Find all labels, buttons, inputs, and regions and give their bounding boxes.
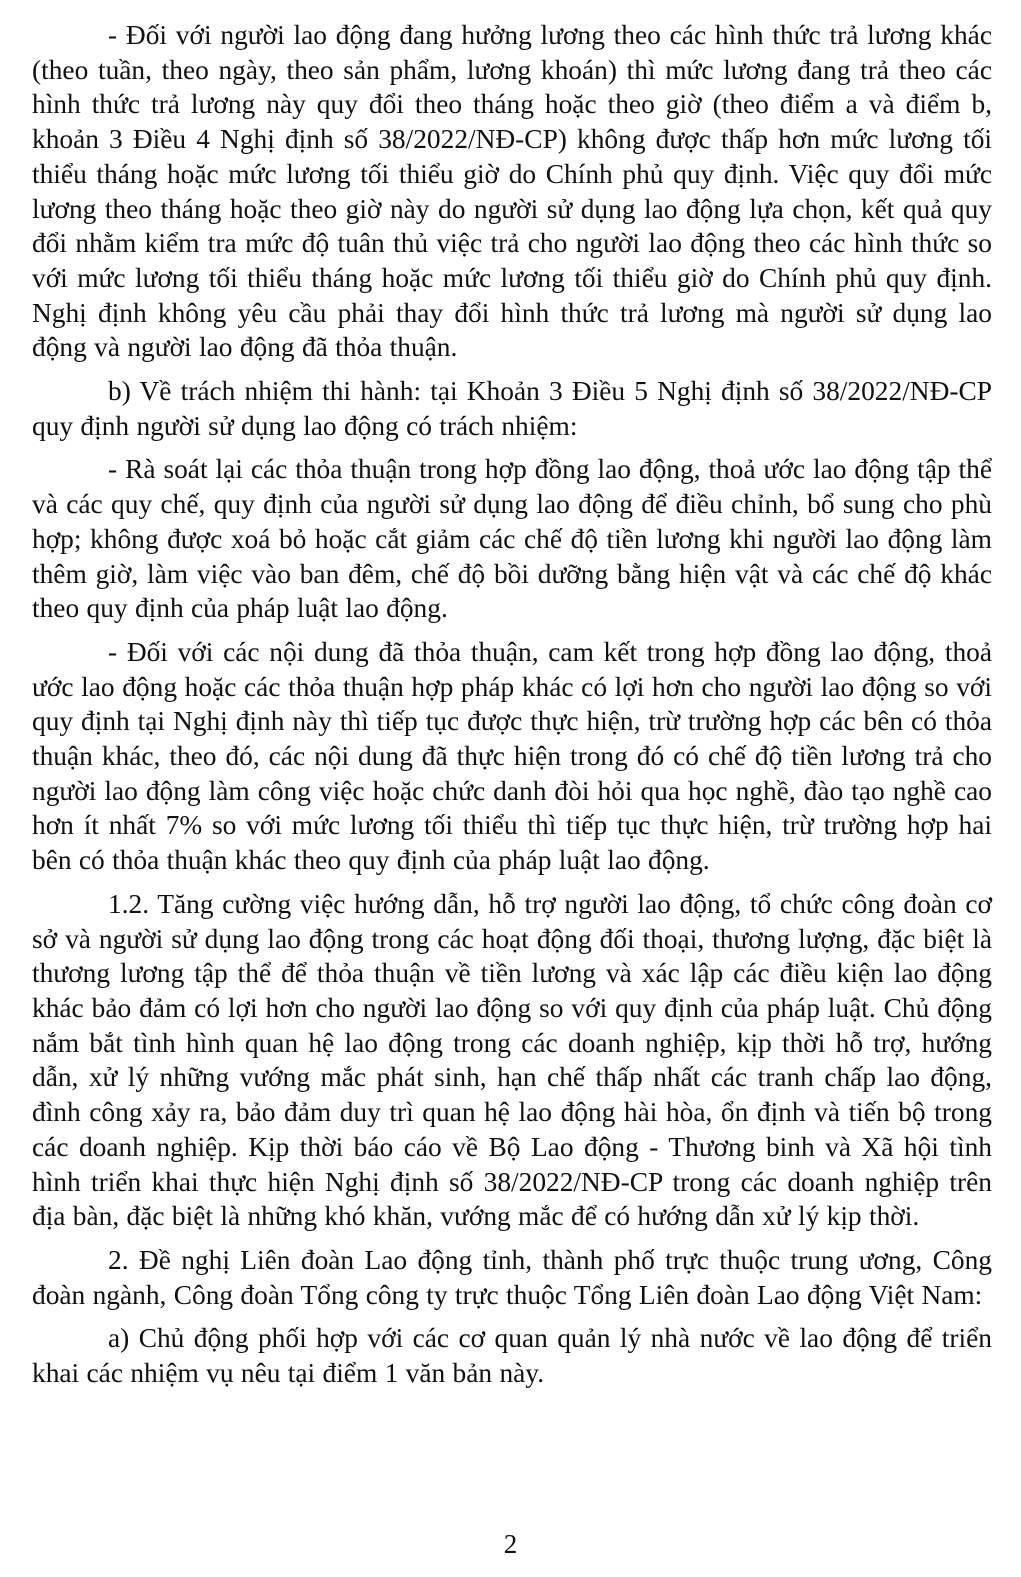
paragraph-piecework-wage: - Đối với người lao động đang hưởng lương theo các hình thức trả lương khác (theo tuần, theo ngày, theo sản phẩm, lương khoán) thì mức lương đang trả theo các hình thức trả lương này quy đổi theo tháng hoặc theo giờ (theo điểm a và điểm b, khoản 3 Điều 4 Nghị định số 38/2022/NĐ-CP) không được thấp hơn mức lương tối thiểu tháng hoặc mức lương tối thiểu giờ do Chính phủ quy định. Việc quy đổi mức lương theo tháng hoặc theo giờ này do người sử dụng lao động lựa chọn, kết quả quy đổi nhằm kiểm tra mức độ tuân thủ việc trả cho người lao động theo các hình thức so với mức lương tối thiểu tháng hoặc mức lương tối thiểu giờ do Chính phủ quy định. Nghị định không yêu cầu phải thay đổi hình thức trả lương mà người sử dụng lao động và người lao động đã thỏa thuận.: [32, 20, 992, 363]
paragraph-responsibility-intro: b) Về trách nhiệm thi hành: tại Khoản 3 Điều 5 Nghị định số 38/2022/NĐ-CP quy định người sử dụng lao động có trách nhiệm:: [32, 376, 992, 441]
paragraph-section-2: 2. Đề nghị Liên đoàn Lao động tỉnh, thành phố trực thuộc trung ương, Công đoàn ngành, Công đoàn Tổng công ty trực thuộc Tổng Liên đoàn Lao động Việt Nam:: [32, 1244, 992, 1310]
paragraph-section-1-2: 1.2. Tăng cường việc hướng dẫn, hỗ trợ người lao động, tổ chức công đoàn cơ sở và người sử dụng lao động trong các hoạt động đối thoại, thương lượng, đặc biệt là thương lương tập thể để thỏa thuận về tiền lương và xác lập các điều kiện lao động khác bảo đảm có lợi hơn cho người lao động so với quy định của pháp luật. Chủ động nắm bắt tình hình quan hệ lao động trong các doanh nghiệp, kịp thời hỗ trợ, hướng dẫn, xử lý những vướng mắc phát sinh, hạn chế thấp nhất các tranh chấp lao động, đình công xảy ra, bảo đảm duy trì quan hệ lao động hài hòa, ổn định và tiến bộ trong các doanh nghiệp. Kịp thời báo cáo về Bộ Lao động - Thương binh và Xã hội tình hình triển khai thực hiện Nghị định số 38/2022/NĐ-CP trong các doanh nghiệp trên địa bàn, đặc biệt là những khó khăn, vướng mắc để có hướng dẫn xử lý kịp thời.: [32, 888, 992, 1232]
document-body: [32, 18, 992, 1391]
paragraph-section-2a: a) Chủ động phối hợp với các cơ quan quản lý nhà nước về lao động để triển khai các nhiệm vụ nêu tại điểm 1 văn bản này.: [32, 1323, 992, 1389]
paragraph-review-agreements: - Rà soát lại các thỏa thuận trong hợp đồng lao động, thoả ước lao động tập thể và các quy chế, quy định của người sử dụng lao động để điều chỉnh, bổ sung cho phù hợp; không được xoá bỏ hoặc cắt giảm các chế độ tiền lương khi người lao động làm thêm giờ, làm việc vào ban đêm, chế độ bồi dưỡng bằng hiện vật và các chế độ khác theo quy định của pháp luật lao động.: [32, 454, 992, 624]
paragraph-favorable-terms: - Đối với các nội dung đã thỏa thuận, cam kết trong hợp đồng lao động, thoả ước lao động hoặc các thỏa thuận hợp pháp khác có lợi hơn cho người lao động so với quy định tại Nghị định này thì tiếp tục được thực hiện, trừ trường hợp các bên có thỏa thuận khác, theo đó, các nội dung đã thực hiện trong đó có chế độ tiền lương trả cho người lao động làm công việc hoặc chức danh đòi hỏi qua học nghề, đào tạo nghề cao hơn ít nhất 7% so với mức lương tối thiểu thì tiếp tục thực hiện, trừ trường hợp hai bên có thỏa thuận khác theo quy định của pháp luật lao động.: [32, 636, 992, 876]
page-number: 2: [503, 1529, 518, 1559]
